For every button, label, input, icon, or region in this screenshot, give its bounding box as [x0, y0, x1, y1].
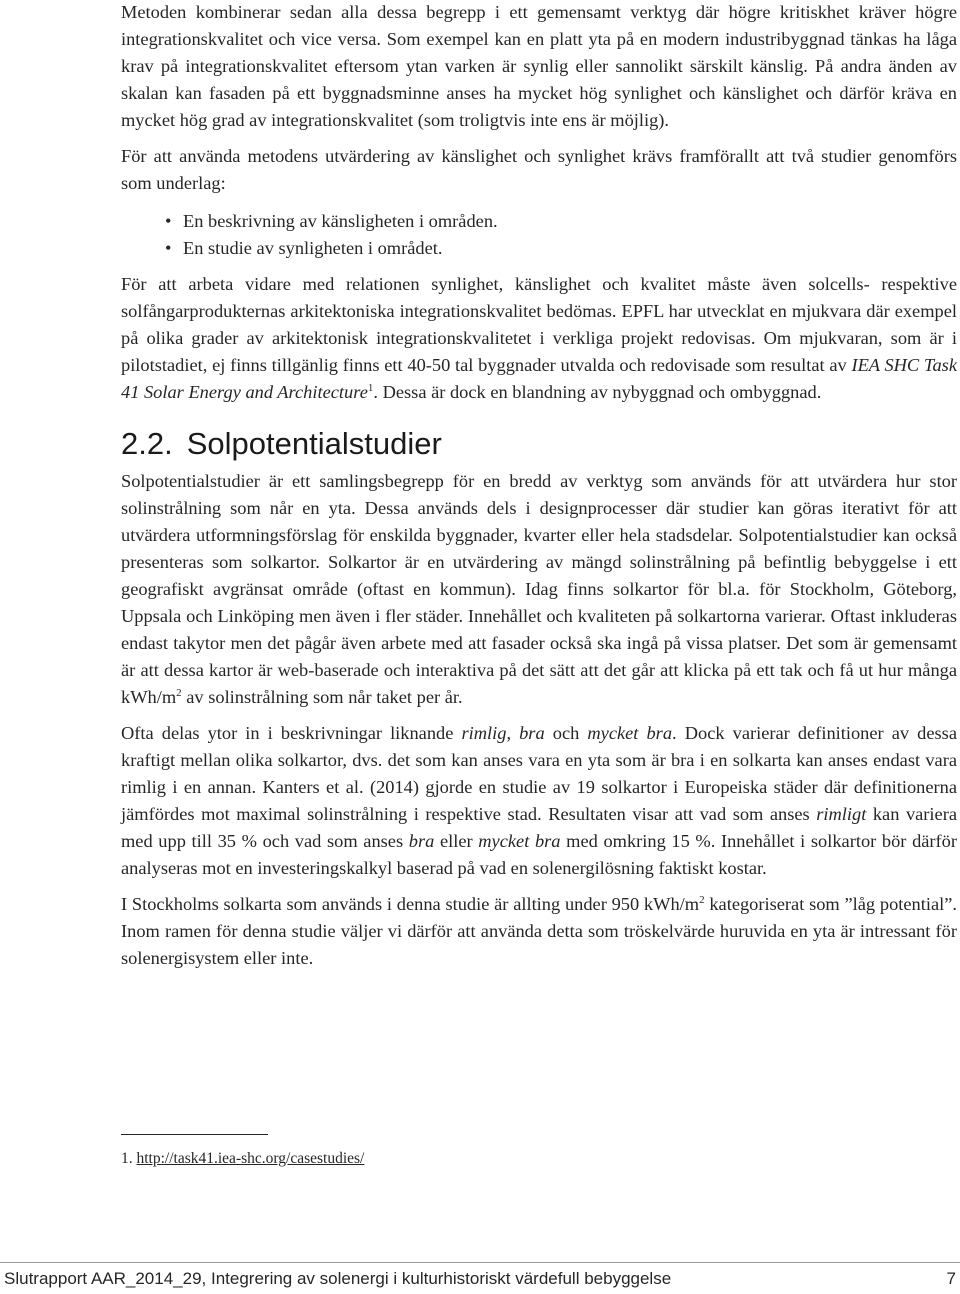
list-item: • En studie av synligheten i området. — [183, 235, 957, 262]
section-heading — [121, 426, 957, 462]
page-footer — [4, 1268, 956, 1290]
footer-title: Slutrapport AAR_2014_29, Integrering av solenergi i kulturhistoriskt värdefull bebyggelse — [4, 1269, 672, 1288]
paragraph-solpotential: Solpotentialstudier är ett samlingsbegrepp för en bredd av verktyg som används för att utvärdera hur stor solinstrålning som når en yta. Dessa används dels i designprocesser där studier kan göras iterativt för att utvärdera utformningsförslag för enskilda byggnader, kvarter eller hela stadsdelar. Solpotentialstudier kan också presenteras som solkartor. Solkartor är en utvärdering av mängd solinstrålning på befintlig bebyggelse i ett geografiskt avgränsat område (oftast en kommun). Idag finns solkartor för bl.a. för Stockholm, Göteborg, Uppsala och Linköping men även i fler städer. Innehållet och kvaliteten på solkartorna varierar. Oftast inkluderas endast takytor men det pågår även arbete med att fasader också ska ingå på vissa platser. Det som är gemensamt är att dessa kartor är web-baserade och interaktiva på det sätt att det går att klicka på ett tak och få ut hur många kWh/$m^2$ av solinstrålning som når taket per år. — [121, 471, 957, 707]
paragraph-classification: Ofta delas ytor in i beskrivningar liknande rimlig, bra och mycket bra. Dock varierar definitioner av dessa kraftigt mellan olika solkartor, dvs. det som kan anses vara en yta som är bra i en solkarta kan anses endast vara rimlig i en annan. Kanters et al. (2014) gjorde en studie av 19 solkartor i Europeiska städer där definitionerna jämfördes mot maximal solinstrålning i respektive stad. Resultaten visar att vad som anses rimligt kan variera med upp till 35 % och vad som anses bra eller mycket bra med omkring 15 %. Innehållet i solkartor bör därför analyseras mot en investeringskalkyl baserad på vad en solenergilösning faktiskt kostar. — [121, 723, 957, 878]
footnote-divider — [121, 1134, 268, 1135]
section-number: 2.2. — [121, 426, 173, 461]
section-title: Solpotentialstudier — [186, 426, 442, 461]
paragraph-studies-intro: För att använda metodens utvärdering av känslighet och synlighet krävs framförallt att två studier genomförs som underlag: — [121, 146, 957, 193]
bullet-list — [121, 208, 957, 262]
paragraph-method: Metoden kombinerar sedan alla dessa begrepp i ett gemensamt verktyg där högre kritiskhet kräver högre integrationskvalitet och vice versa. Som exempel kan en platt yta på en modern industribyggnad tänkas ha låga krav på integrationskvalitet eftersom ytan varken är synlig eller sannolikt särskilt känslig. På andra änden av skalan kan fasaden på ett byggnadsminne anses ha mycket hög synlighet och känslighet och därför kräva en mycket hög grad av integrationskvalitet (som troligtvis inte ens är möjlig). — [121, 2, 957, 130]
footnote-ref[interactable]: 1 — [367, 381, 374, 394]
footnote-link[interactable]: http://task41.iea-shc.org/casestudies/ — [136, 1150, 365, 1167]
paragraph-stockholm: I Stockholms solkarta som används i denna studie är allting under 950 kWh/$m^2$ kategoriserat som ”låg potential”. Inom ramen för denna studie väljer vi därför att använda detta som tröskelvärde huruvida en yta är intressant för solenergisystem eller inte. — [121, 893, 957, 968]
page-number: 7 — [946, 1269, 956, 1288]
footer-divider — [0, 1262, 960, 1263]
document-body — [121, 0, 957, 972]
list-item: • En beskrivning av känsligheten i områden. — [183, 208, 957, 235]
footnote-number: 1. — [121, 1150, 133, 1167]
paragraph-epfl: För att arbeta vidare med relationen synlighet, känslighet och kvalitet måste även solcells- respektive solfångarprodukternas arkitektoniska integrationskvalitet bedömas. EPFL har utvecklat en mjukvara där exempel på olika grader av arkitektonisk integrationskvalitetet i verkliga projekt redovisas. Om mjukvaran, som är i pilotstadiet, ej finns tillgänlig finns ett 40-50 tal byggnader utvalda och redovisade som resultat av IEA SHC Task 41 Solar Energy and Architecture$^1$. Dessa är dock en blandning av nybyggnad och ombyggnad. — [121, 274, 957, 402]
footnote — [121, 1148, 364, 1170]
